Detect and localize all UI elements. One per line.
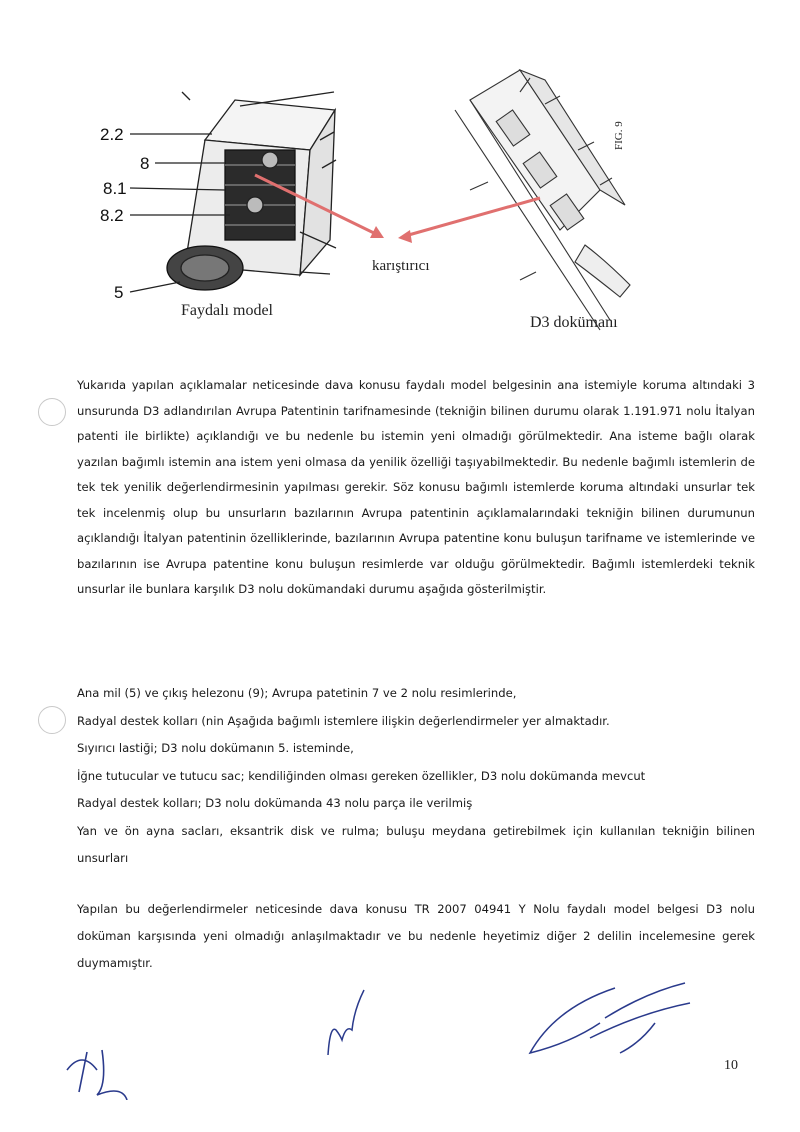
label-8-1: 8.1 [103, 179, 127, 198]
label-8-2: 8.2 [100, 206, 124, 225]
paragraph-assessment: Yukarıda yapılan açıklamalar neticesinde dava konusu faydalı model belgesinin ana istemiyle koruma altındaki 3 unsurunda D3 adlandırılan Avrupa Patentinin tarifnamesinde (tekniğin bilinen durumu olarak 1.191.971 nolu İtalyan patenti ile birlikte) açıklandığı ve bu nedenle bu istemin yeni olmadığı görülmektedir. Ana isteme bağlı olarak yazılan bağımlı istemin ana istem yeni olmasa da yenilik özelliği taşıyabilmektedir. Bu nedenle bağımlı istemlerin de tek tek yenilik değerlendirmesinin yapılması gerekir. Söz konusu bağımlı istemlerde koruma altındaki unsurlar tek tek incelenmiş olup bu unsurların bazılarının Avrupa patentinin açıklamalarındaki tekniğin bilinen durumunun açıklandığı İtalyan patentinin özelliklerinde, bazılarının Avrupa patentine konu buluşun tarifname ve istemlerinde ve bazılarının ise Avrupa patentine konu buluşun resimlerde var olduğu görülmektedir. Bağımlı istemlerdeki teknik unsurlar ile bunlara karşılık D3 nolu dokümandaki durumu aşağıda gösterilmiştir. [77, 378, 755, 596]
signature-left [62, 1040, 152, 1100]
page-number: 10 [724, 1058, 738, 1073]
label-8: 8 [140, 154, 150, 173]
d3-document-caption: D3 dokümanı [530, 314, 618, 331]
list-item: Radyal destek kolları (nin Aşağıda bağımlı istemlere ilişkin değerlendirmeler yer almaktadır. [77, 713, 610, 728]
utility-model-drawing [130, 92, 336, 292]
d3-document-drawing [455, 70, 630, 330]
signature-middle [320, 985, 380, 1065]
punch-hole-bottom [38, 706, 66, 734]
karistirici-label: karıştırıcı [372, 258, 430, 274]
fig-9-label: FIG. 9 [613, 121, 625, 150]
paragraph-conclusion: Yapılan bu değerlendirmeler neticesinde dava konusu TR 2007 04941 Y Nolu faydalı model belgesi D3 nolu doküman karşısında yeni olmadığı anlaşılmaktadır ve bu nedenle heyetimiz diğer 2 delilin incelemesine gerek duymamıştır. [77, 902, 755, 970]
list-item: Radyal destek kolları; D3 nolu dokümanda 43 nolu parça ile verilmiş [77, 796, 473, 810]
list-item: İğne tutucular ve tutucu sac; kendiliğinden olması gereken özellikler, D3 nolu dokümanda mevcut [77, 768, 646, 783]
utility-model-caption: Faydalı model [181, 302, 273, 319]
dependent-claims-list [77, 680, 755, 873]
list-item: Yan ve ön ayna sacları, eksantrik disk ve rulma; buluşu meydana getirebilmek için kullanılan tekniğin bilinen unsurları [77, 823, 755, 865]
list-item: Sıyırıcı lastiği; D3 nolu dokümanın 5. isteminde, [77, 741, 354, 755]
punch-hole-top [38, 398, 66, 426]
label-5: 5 [114, 283, 124, 302]
figure-comparison [0, 0, 800, 360]
list-item: Ana mil (5) ve çıkış helezonu (9); Avrupa patetinin 7 ve 2 nolu resimlerinde, [77, 686, 517, 700]
signature-right [520, 978, 700, 1063]
label-2-2: 2.2 [100, 125, 124, 144]
